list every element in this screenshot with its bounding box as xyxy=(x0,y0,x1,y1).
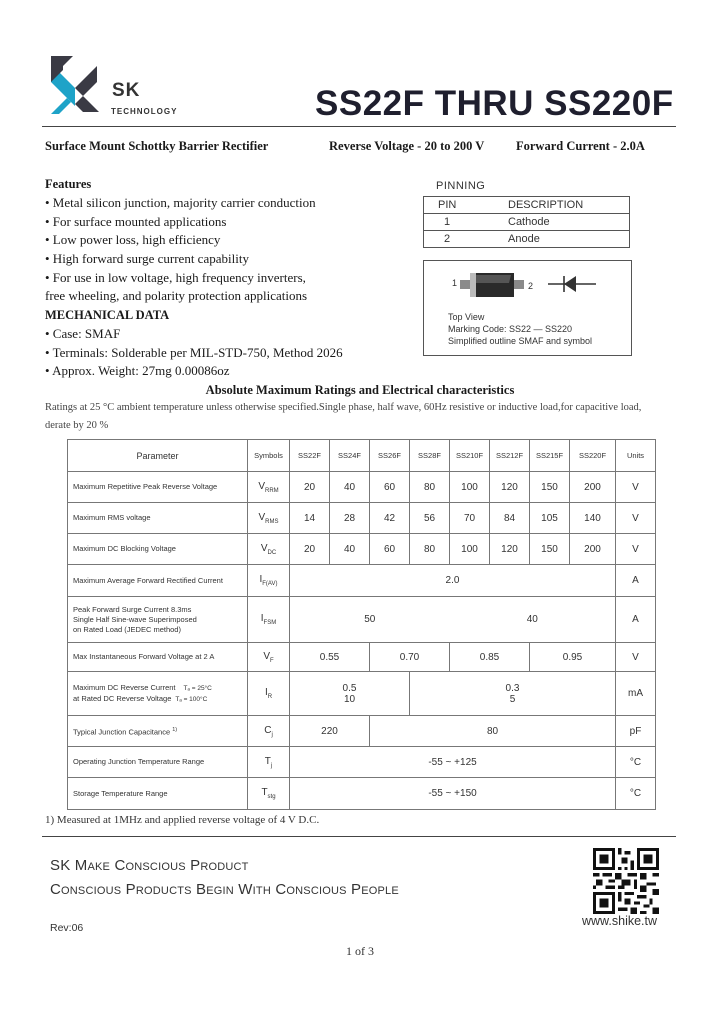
parameter-name: Typical Junction Capacitance $^{1)}$ xyxy=(68,716,248,747)
table-row xyxy=(424,231,630,248)
pin-number: 1 xyxy=(424,214,509,231)
value-cell: 40 xyxy=(330,472,370,503)
parameter-name: Peak Forward Surge Current 8.3ms Single Half Sine-wave Superimposed on Rated Load (JEDEC method) xyxy=(68,597,248,643)
value-cell: 100 xyxy=(450,534,490,565)
value-cell: -55 ~ +125 xyxy=(290,747,616,778)
unit-cell: V xyxy=(616,472,656,503)
mechanical-item: • Case: SMAF xyxy=(45,326,121,341)
pin-2-label: 2 xyxy=(528,281,534,291)
symbol-cell: $I_{FSM}$ xyxy=(248,597,290,643)
table-row xyxy=(424,214,630,231)
part-header: SS212F xyxy=(490,440,530,472)
value-cell: 50 xyxy=(290,597,450,643)
smaf-package-icon xyxy=(460,267,524,303)
parameter-name: Operating Junction Temperature Range xyxy=(68,747,248,778)
unit-cell: V xyxy=(616,643,656,672)
symbol-cell: $V_F$ xyxy=(248,643,290,672)
value-cell: 200 xyxy=(570,534,616,565)
value-cell: 150 xyxy=(530,472,570,503)
symbol-cell: $I_{F(AV)}$ xyxy=(248,565,290,597)
value-cell: 0.70 xyxy=(370,643,450,672)
feature-item: • Metal silicon junction, majority carrier conduction xyxy=(45,195,316,210)
feature-item: • For use in low voltage, high frequency inverters, xyxy=(45,270,306,285)
slogan-line-1: SK Make Conscious Product xyxy=(50,857,249,874)
value-cell: 40 xyxy=(450,597,616,643)
parameter-name: Max Instantaneous Forward Voltage at 2 A xyxy=(68,643,248,672)
pinning-title: PINNING xyxy=(436,180,486,192)
description-header: DESCRIPTION xyxy=(508,197,630,214)
value-cell: 60 xyxy=(370,534,410,565)
pinning-header-row xyxy=(424,197,630,214)
value-cell: 84 xyxy=(490,503,530,534)
feature-item: • High forward surge current capability xyxy=(45,251,249,266)
value-cell: 42 xyxy=(370,503,410,534)
features-heading: Features xyxy=(45,177,92,191)
value-cell: 120 xyxy=(490,472,530,503)
pinning-table xyxy=(423,196,630,248)
unit-cell: mA xyxy=(616,672,656,716)
revision-label: Rev:06 xyxy=(50,922,84,934)
symbol-cell: $I_R$ xyxy=(248,672,290,716)
parameter-name: Maximum Repetitive Peak Reverse Voltage xyxy=(68,472,248,503)
brand-subtitle: TECHNOLOGY xyxy=(111,107,178,116)
mechanical-data-heading: MECHANICAL DATA xyxy=(45,308,170,322)
table-row xyxy=(68,565,656,597)
product-description: Surface Mount Schottky Barrier Rectifier xyxy=(45,139,269,153)
mechanical-item: • Terminals: Solderable per MIL-STD-750, Method 2026 xyxy=(45,345,343,360)
symbol-cell: $T_j$ xyxy=(248,747,290,778)
table-row xyxy=(68,534,656,565)
value-cell: -55 ~ +150 xyxy=(290,778,616,810)
diode-symbol-icon xyxy=(548,273,596,295)
pin-description: Anode xyxy=(508,233,540,245)
footer-divider xyxy=(42,836,676,837)
table-row xyxy=(68,472,656,503)
value-cell: 0.5 10 xyxy=(290,672,410,716)
part-header: SS24F xyxy=(330,440,370,472)
value-cell: 150 xyxy=(530,534,570,565)
table-row xyxy=(68,716,656,747)
unit-cell: V xyxy=(616,503,656,534)
parameter-name: Maximum Average Forward Rectified Current xyxy=(68,565,248,597)
reverse-voltage-spec: Reverse Voltage - 20 to 200 V xyxy=(329,139,485,153)
symbol-cell: $V_{RMS}$ xyxy=(248,503,290,534)
table-row xyxy=(68,597,656,643)
part-header: SS215F xyxy=(530,440,570,472)
unit-cell: pF xyxy=(616,716,656,747)
unit-cell: V xyxy=(616,534,656,565)
table-row xyxy=(68,672,656,716)
part-header: SS26F xyxy=(370,440,410,472)
footnote: 1) Measured at 1MHz and applied reverse voltage of 4 V D.C. xyxy=(45,814,320,826)
website-link[interactable]: www.shike.tw xyxy=(582,914,658,928)
value-cell: 56 xyxy=(410,503,450,534)
symbol-cell: $V_{RRM}$ xyxy=(248,472,290,503)
package-outline-box xyxy=(423,260,632,356)
pin-1-label: 1 xyxy=(452,278,458,288)
table-row xyxy=(68,747,656,778)
mechanical-item: • Approx. Weight: 27mg 0.00086oz xyxy=(45,363,230,378)
value-cell: 70 xyxy=(450,503,490,534)
pin-number: 2 xyxy=(444,233,451,245)
value-cell: 105 xyxy=(530,503,570,534)
document-title: SS22F THRU SS220F xyxy=(315,84,674,123)
symbol-cell: $T_{stg}$ xyxy=(248,778,290,810)
parameter-name: Maximum DC Reverse Current Tₐ = 25°C at Rated DC Reverse Voltage Tₐ = 100°C xyxy=(68,672,248,716)
ratings-heading: Absolute Maximum Ratings and Electrical characteristics xyxy=(205,383,515,397)
feature-item: • Low power loss, high efficiency xyxy=(45,232,221,247)
value-cell: 2.0 xyxy=(290,565,616,597)
header-divider xyxy=(42,126,676,127)
part-header: SS210F xyxy=(450,440,490,472)
ratings-note: Ratings at 25 °C ambient temperature unless otherwise specified.Single phase, half wave, 60Hz resistive or inductive load,for capacitive load, xyxy=(45,402,642,413)
feature-item: free wheeling, and polarity protection applications xyxy=(45,288,308,303)
value-cell: 0.95 xyxy=(530,643,616,672)
value-cell: 80 xyxy=(410,534,450,565)
symbols-header: Symbols xyxy=(248,440,290,472)
value-cell: 80 xyxy=(370,716,616,747)
value-cell: 80 xyxy=(410,472,450,503)
part-header: SS22F xyxy=(290,440,330,472)
brand-name: SK xyxy=(112,80,141,101)
forward-current-spec: Forward Current - 2.0A xyxy=(516,139,645,153)
table-row xyxy=(68,503,656,534)
package-caption-outline: Simplified outline SMAF and symbol xyxy=(448,336,593,346)
value-cell: 0.85 xyxy=(450,643,530,672)
unit-cell: A xyxy=(616,565,656,597)
value-cell: 140 xyxy=(570,503,616,534)
value-cell: 28 xyxy=(330,503,370,534)
parameter-name: Maximum RMS voltage xyxy=(68,503,248,534)
parameter-name: Storage Temperature Range xyxy=(68,778,248,810)
pin-header: PIN xyxy=(424,197,509,214)
value-cell: 120 xyxy=(490,534,530,565)
symbol-cell: $C_j$ xyxy=(248,716,290,747)
table-row xyxy=(68,643,656,672)
value-cell: 20 xyxy=(290,472,330,503)
feature-item: • For surface mounted applications xyxy=(45,214,227,229)
value-cell: 0.3 5 xyxy=(410,672,616,716)
pin-description: Cathode xyxy=(508,214,630,231)
slogan-line-2: Conscious Products Begin With Conscious People xyxy=(50,881,399,898)
unit-cell: A xyxy=(616,597,656,643)
unit-cell: °C xyxy=(616,747,656,778)
part-header: SS220F xyxy=(570,440,616,472)
unit-cell: °C xyxy=(616,778,656,810)
value-cell: 14 xyxy=(290,503,330,534)
value-cell: 20 xyxy=(290,534,330,565)
value-cell: 220 xyxy=(290,716,370,747)
page-number: 1 of 3 xyxy=(346,944,374,958)
package-caption-view: Top View xyxy=(448,312,485,322)
qr-code-icon xyxy=(592,848,660,914)
value-cell: 0.55 xyxy=(290,643,370,672)
parameter-header: Parameter xyxy=(68,440,248,472)
table-row xyxy=(68,778,656,810)
ratings-note-continued: derate by 20 % xyxy=(45,420,109,431)
part-header: SS28F xyxy=(410,440,450,472)
value-cell: 60 xyxy=(370,472,410,503)
value-cell: 100 xyxy=(450,472,490,503)
value-cell: 40 xyxy=(330,534,370,565)
ratings-table xyxy=(67,439,656,810)
units-header: Units xyxy=(616,440,656,472)
symbol-cell: $V_{DC}$ xyxy=(248,534,290,565)
package-caption-marking: Marking Code: SS22 — SS220 xyxy=(448,324,573,334)
parameter-name: Maximum DC Blocking Voltage xyxy=(68,534,248,565)
sk-logo-icon xyxy=(47,52,103,118)
value-cell: 200 xyxy=(570,472,616,503)
ratings-header-row xyxy=(68,440,656,472)
